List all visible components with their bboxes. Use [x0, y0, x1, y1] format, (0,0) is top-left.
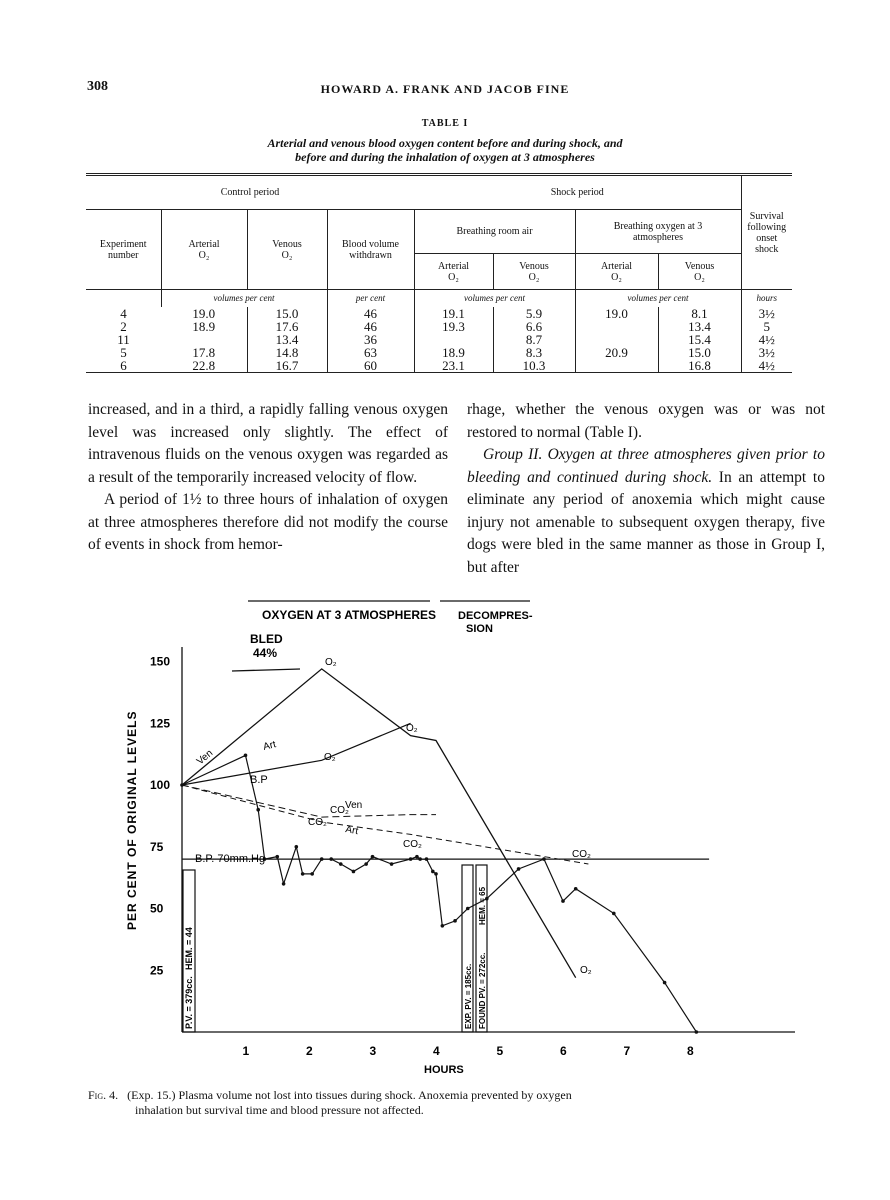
- cell-survival: 5: [741, 320, 792, 333]
- header-control-venous: [247, 210, 327, 290]
- cell-blood-volume: 46: [327, 320, 414, 333]
- cell-oxy-arterial: [575, 359, 658, 373]
- cell-survival: 3½: [741, 346, 792, 359]
- header-label: Arterial: [188, 238, 220, 250]
- unit-hours: hours: [741, 290, 792, 307]
- header-experiment: Experiment number: [99, 238, 147, 261]
- cell-experiment: 6: [120, 357, 127, 373]
- figure-caption: [88, 1088, 828, 1118]
- header-breathing-oxygen: Breathing oxygen at 3 atmospheres: [575, 210, 741, 254]
- bp-data-point: [339, 862, 343, 866]
- bp-data-point: [517, 867, 521, 871]
- series-line-arterial-o2: [182, 723, 411, 785]
- cell-oxy-arterial: [575, 333, 658, 346]
- venous-co2-label: Ven: [345, 800, 363, 811]
- bp-data-point: [352, 870, 356, 874]
- bp-data-point: [561, 899, 565, 903]
- cell-oxy-venous: 16.8: [658, 359, 741, 373]
- bp-data-point: [663, 981, 667, 985]
- cell-air-venous: 8.7: [493, 333, 575, 346]
- cell-air-venous: 10.3: [493, 359, 575, 373]
- cell-air-venous: 5.9: [493, 307, 575, 320]
- y-tick-label: 150: [150, 654, 171, 669]
- y-tick-label: 75: [150, 839, 164, 854]
- header-o2: O₂: [611, 271, 622, 283]
- co2-marker-label: CO₂: [572, 849, 591, 860]
- header-survival: Survival following onset shock: [741, 175, 792, 290]
- o2-marker-label: O₂: [325, 657, 337, 668]
- co2-marker-label: CO₂: [403, 839, 422, 850]
- cell-ctrl-venous: 16.7: [247, 359, 327, 373]
- header-control-period: Control period: [86, 175, 414, 210]
- bp-data-point: [612, 912, 616, 916]
- cell-experiment: 5: [120, 344, 127, 360]
- cell-blood-volume: 63: [327, 346, 414, 359]
- cell-oxy-venous: 13.4: [658, 320, 741, 333]
- cell-ctrl-venous: 17.6: [247, 320, 327, 333]
- header-label: Venous: [519, 260, 549, 272]
- figure-caption-text: (Exp. 15.) Plasma volume not lost into tissues during shock. Anoxemia prevented by oxygen: [127, 1088, 572, 1102]
- cell-ctrl-venous: 13.4: [247, 333, 327, 346]
- bp-data-point: [453, 919, 457, 923]
- arterial-series-label: Art: [262, 739, 278, 753]
- paragraph: rhage, whether the venous oxygen was or was not restored to normal (Table I).: [467, 401, 825, 441]
- header-shock-period: Shock period: [414, 175, 741, 210]
- unit-volumes: volumes per cent: [575, 290, 741, 307]
- cell-oxy-venous: 8.1: [658, 307, 741, 320]
- o2-marker-label: O₂: [580, 965, 592, 976]
- cell-air-venous: 8.3: [493, 346, 575, 359]
- header-blood-volume: Blood volume withdrawn: [327, 210, 414, 290]
- cell-survival: 3½: [741, 307, 792, 320]
- hem-end-label: HEM. = 65: [478, 886, 487, 925]
- cell-ctrl-arterial: 18.9: [192, 318, 216, 334]
- unit-per-cent: per cent: [327, 290, 414, 307]
- cell-experiment: 2: [120, 318, 127, 334]
- paragraph-text: In an attempt to eliminate any period of anoxemia which might cause injury not amenable to subsequent oxygen therapy, five dogs were bled in the same manner as those in Group I, but after: [467, 468, 825, 576]
- x-tick-label: 8: [687, 1044, 694, 1058]
- bp-data-point: [275, 855, 279, 859]
- bp-data-point: [371, 855, 375, 859]
- cell-air-arterial: 23.1: [414, 359, 493, 373]
- cell-blood-volume: 60: [327, 359, 414, 373]
- bp-series-label: B.P: [250, 774, 268, 786]
- cell-blood-volume: 36: [327, 333, 414, 346]
- unit-volumes: volumes per cent: [414, 290, 575, 307]
- bp-data-point: [466, 907, 470, 911]
- cell-survival: 4½: [741, 359, 792, 373]
- header-control-arterial: [161, 210, 247, 290]
- header-oxy-venous: [658, 254, 741, 290]
- series-line-venous-o2: [182, 669, 576, 978]
- paragraph: [467, 444, 825, 579]
- bp-data-point: [256, 808, 260, 812]
- unit-cell: [86, 290, 161, 307]
- paragraph: A period of 1½ to three hours of inhalation of oxygen at three atmospheres therefore did not modify the course of events in shock from hemor-: [88, 491, 448, 553]
- x-tick-label: 3: [369, 1044, 377, 1058]
- series-line-blood-pressure: [182, 755, 696, 1032]
- oxygen-period-label: OXYGEN AT 3 ATMOSPHERES: [262, 608, 437, 622]
- body-column-right: [467, 399, 825, 579]
- cell-experiment: 11: [117, 331, 130, 347]
- figure-4-chart: [0, 585, 890, 1075]
- arterial-co2-label: Art: [344, 824, 359, 838]
- hem-start-label: HEM. = 44: [184, 927, 194, 970]
- exp-pv-label: EXP. PV. = 185cc.: [464, 963, 473, 1029]
- bp-reference-label: B.P. 70mm.Hg: [195, 853, 266, 865]
- x-tick-label: 5: [496, 1044, 504, 1058]
- y-axis-label: PER CENT OF ORIGINAL LEVELS: [125, 710, 139, 930]
- found-pv-label: FOUND PV. = 272cc.: [478, 952, 487, 1029]
- bp-data-point: [431, 870, 435, 874]
- x-tick-label: 7: [623, 1044, 631, 1058]
- decompression-label: DECOMPRES-: [458, 610, 533, 622]
- cell-blood-volume: 46: [327, 307, 414, 320]
- paragraph: increased, and in a third, a rapidly falling venous oxygen level was increased only slightly. The effect of intravenous fluids on the venous oxygen was regarded as a result of the temporarily increased velocity of flow.: [88, 401, 448, 486]
- venous-series-label: Ven: [194, 747, 216, 768]
- bp-data-point: [244, 754, 248, 758]
- y-tick-label: 25: [150, 963, 164, 978]
- x-axis-label: HOURS: [424, 1064, 464, 1075]
- bp-data-point: [282, 882, 286, 886]
- chart-series: [180, 669, 709, 1034]
- table-caption: [0, 136, 890, 164]
- body-column-left: [88, 399, 448, 557]
- header-label: Arterial: [437, 260, 470, 272]
- figure-caption-line: inhalation but survival time and blood pressure not affected.: [135, 1103, 424, 1117]
- table-label: TABLE I: [421, 118, 469, 129]
- bp-data-point: [301, 872, 305, 876]
- bp-data-point: [310, 872, 314, 876]
- o2-marker-label: O₂: [324, 752, 336, 763]
- x-tick-label: 2: [306, 1044, 313, 1058]
- y-tick-label: 100: [150, 778, 171, 792]
- header-o2: O₂: [281, 249, 293, 261]
- header-label: Venous: [684, 260, 715, 272]
- co2-marker-label: CO₂: [330, 805, 349, 816]
- cell-oxy-venous: 15.0: [658, 346, 741, 359]
- header-o2: O₂: [528, 271, 540, 283]
- cell-ctrl-venous: 15.0: [247, 307, 327, 320]
- pv-start-label: P.V. = 379cc.: [184, 976, 194, 1029]
- cell-oxy-venous: 15.4: [658, 333, 741, 346]
- oxygen-table: [86, 173, 792, 373]
- cell-ctrl-arterial: 19.0: [192, 305, 216, 321]
- bp-data-point: [390, 862, 394, 866]
- cell-ctrl-arterial: [161, 333, 247, 346]
- header-label: Arterial: [600, 260, 633, 272]
- cell-survival: 4½: [741, 333, 792, 346]
- cell-air-arterial: 19.3: [414, 320, 493, 333]
- x-tick-label: 6: [560, 1044, 567, 1058]
- header-o2: O₂: [198, 249, 210, 261]
- header-label: Venous: [272, 238, 302, 250]
- cell-ctrl-venous: 14.8: [247, 346, 327, 359]
- cell-air-arterial: 19.1: [414, 307, 493, 320]
- table-caption-line: Arterial and venous blood oxygen content before and during shock, and: [267, 136, 623, 150]
- cell-ctrl-arterial: 17.8: [192, 344, 216, 360]
- o2-marker-label: O₂: [406, 723, 418, 734]
- bp-data-point: [364, 862, 368, 866]
- cell-air-arterial: [414, 333, 493, 346]
- cell-ctrl-arterial: 22.8: [192, 357, 216, 373]
- cell-oxy-arterial: [575, 320, 658, 333]
- figure-caption-line: [88, 1088, 828, 1103]
- bp-data-point: [574, 887, 578, 891]
- cell-air-venous: 6.6: [493, 320, 575, 333]
- header-oxy-arterial: [575, 254, 658, 290]
- running-header: HOWARD A. FRANK AND JACOB FINE: [320, 82, 570, 96]
- series-line-venous-co2: [182, 785, 436, 817]
- bp-data-point: [295, 845, 299, 849]
- x-tick-label: 1: [242, 1044, 250, 1058]
- page-number: 308: [87, 79, 108, 94]
- x-tick-label: 4: [433, 1044, 440, 1058]
- bp-data-point: [441, 924, 445, 928]
- paragraph-heading: Group II. Oxygen at three atmospheres given prior to bleeding and continued during shock.: [467, 446, 825, 486]
- co2-marker-label: CO₂: [308, 817, 327, 828]
- header-breathing-room-air: Breathing room air: [414, 210, 575, 254]
- bp-data-point: [434, 872, 438, 876]
- cell-oxy-arterial: 19.0: [575, 307, 658, 320]
- cell-air-arterial: 18.9: [414, 346, 493, 359]
- y-tick-label: 50: [150, 901, 164, 916]
- header-air-arterial: [414, 254, 493, 290]
- bled-percent-label: 44%: [253, 646, 278, 660]
- header-air-venous: [493, 254, 575, 290]
- y-tick-label: 125: [150, 716, 171, 731]
- bp-data-point: [415, 855, 419, 859]
- header-o2: O₂: [448, 271, 459, 283]
- cell-experiment: 4: [120, 305, 127, 321]
- cell-oxy-arterial: 20.9: [575, 346, 658, 359]
- figure-caption-prefix: Fig. 4.: [88, 1088, 119, 1102]
- header-o2: O₂: [694, 271, 705, 283]
- unit-volumes: volumes per cent: [161, 290, 327, 307]
- table-caption-line: before and during the inhalation of oxygen at 3 atmospheres: [295, 150, 595, 164]
- bled-arrow: [232, 669, 300, 671]
- bp-data-point: [695, 1030, 699, 1034]
- bled-label: BLED: [250, 632, 283, 646]
- decompression-label: SION: [466, 623, 493, 635]
